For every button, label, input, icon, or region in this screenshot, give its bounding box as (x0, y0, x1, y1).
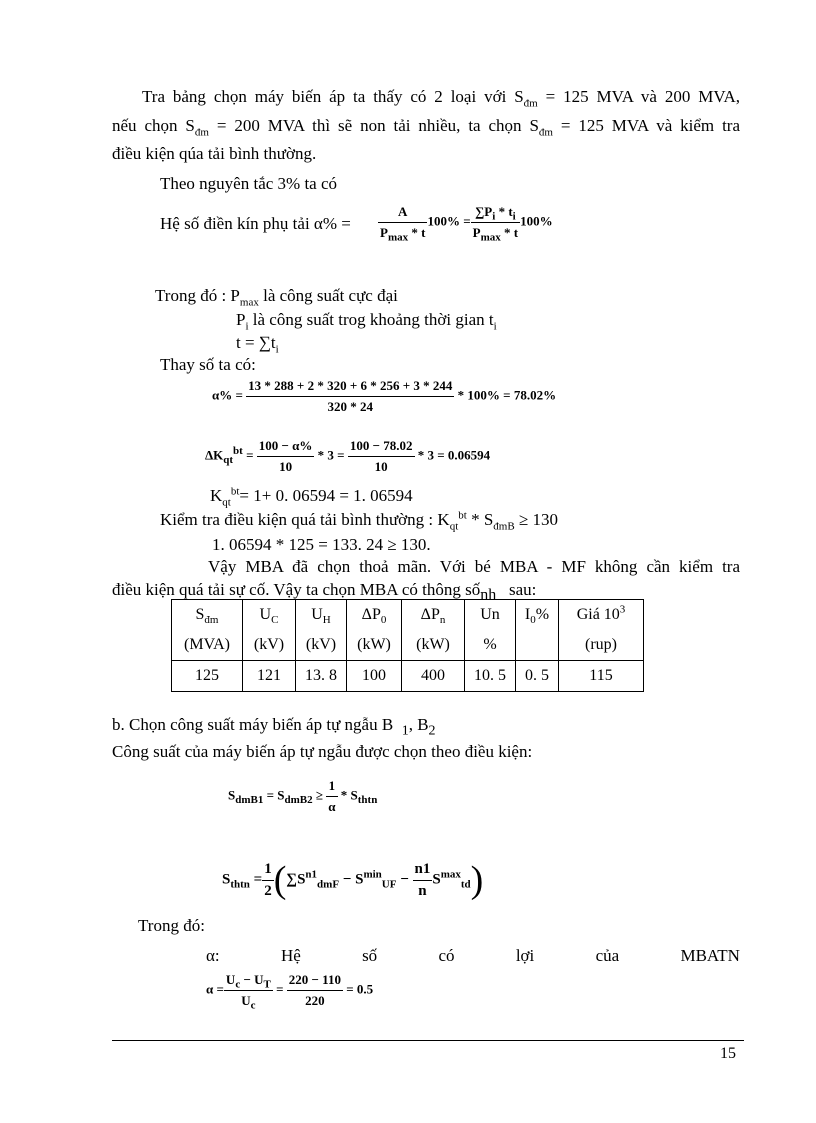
table-cell: (MVA) (172, 630, 243, 661)
table-cell: 115 (559, 661, 644, 692)
table-cell: $\Delta P_0$ (347, 600, 402, 631)
table-cell: (rup) (559, 630, 644, 661)
fraction: $\frac{U_c - U_T}{U_c}$ (225, 972, 271, 1012)
conclusion-line1: Vậy MBA đã chọn thoả mãn. Với bé MBA - MF không cần kiểm tra (208, 557, 740, 576)
table-header-row (172, 630, 644, 661)
fraction: $\frac{A}{P_{max} * t}$ (380, 204, 426, 244)
table-cell: Un (465, 600, 516, 631)
table-cell: $\Delta P_n$ (402, 600, 465, 631)
fraction: $\frac{n1}{n}$ (414, 860, 431, 899)
para1-line1: Tra bảng chọn máy biến áp ta thấy có 2 loại với $S_{đm} = 125$ MVA và 200 MVA, (142, 87, 740, 110)
fraction: $\frac{100 - \alpha\%}{10}$ (258, 438, 313, 474)
table-cell: (kW) (347, 630, 402, 661)
section-b-heading: b. Chọn công suất máy biến áp tự ngẫu B $_1$, $B_2$ (112, 715, 436, 739)
transformer-spec-table (171, 599, 644, 692)
table-cell (516, 630, 559, 661)
footer-divider (112, 1040, 744, 1041)
para1-line3: điều kiện qúa tải bình thường. (112, 144, 317, 163)
table-cell: 13. 8 (296, 661, 347, 692)
table-cell: 125 (172, 661, 243, 692)
alpha-definition: α: Hệ số có lợi của MBATN (206, 946, 740, 965)
table-cell: (kV) (243, 630, 296, 661)
table-cell: $U_H$ (296, 600, 347, 631)
table-cell: (kV) (296, 630, 347, 661)
para1-line2: nếu chọn $S_{đm} = 200$ MVA thì sẽ non tải nhiều, ta chọn $S_{đm} = 125$ MVA và kiểm tra (112, 116, 740, 139)
auto-cond-text: Công suất của máy biến áp tự ngẫu được chọn theo điều kiện: (112, 742, 533, 761)
fill-coef-label: Hệ số điền kín phụ tải α% = (160, 214, 351, 233)
table-cell: 10. 5 (465, 661, 516, 692)
s-rated-equation: $S_{dmB1} = S_{dmB2}$ ≥ $\frac{1}{\alpha}$ * $S_{thtn}$ (228, 778, 378, 814)
table-cell: 0. 5 (516, 661, 559, 692)
table-cell: $S_{đm}$ (172, 600, 243, 631)
table-cell: (kW) (402, 630, 465, 661)
table-header-row (172, 600, 644, 631)
page-number: 15 (720, 1045, 736, 1062)
kqt-line: $K_{qt}^{bt}= 1+ 0$. 06594 = 1. 06594 (210, 485, 413, 509)
table-cell: 400 (402, 661, 465, 692)
table-cell: $U_C$ (243, 600, 296, 631)
fraction: $\frac{1}{2}$ (264, 860, 272, 899)
subst-text: Thay số ta có: (160, 355, 256, 374)
where2-text: Trong đó: (138, 916, 205, 935)
check-line: Kiểm tra điều kiện quá tải bình thường : $K_{qt}^{bt} * S_{đmB} \ge 130$ (160, 509, 559, 533)
conclusion-line2: điều kiện quá tải sự cố. Vậy ta chọn MBA có thông số$_{nh}$ sau: (112, 580, 537, 604)
table-cell: 100 (347, 661, 402, 692)
alpha-equation: α% = $\frac{13 * 288 + 2 * 320 + 6 * 256 + 3 * 244}{320 * 24}$ * 100% = 78.02% (212, 378, 557, 414)
where-line1: Trong đó : $P_{max}$ là công suất cực đại (155, 286, 398, 309)
delta-k-equation: $\Delta K_{qt}^{bt}$ = $\frac{100 - \alpha\%}{10}$ * 3 = $\frac{100 - 78.02}{10}$ * 3 = 0.06594 (205, 438, 491, 474)
rule-text: Theo nguyên tắc 3% ta có (160, 174, 338, 193)
s-thtn-equation: $S_{thtn}$ = $\frac{1}{2}$ ($\sum S^{n1}_{dmF} - S^{min}_{UF}$ − $\frac{n1}{n}$ $S^{max}_{td}$) (222, 859, 484, 901)
fraction: $\frac{220 - 110}{220}$ (288, 972, 341, 1008)
where-line2: $P_i$ là công suất trog khoảng thời gian $t_i$ (236, 310, 497, 333)
table-cell: % (465, 630, 516, 661)
calc-line: 1. 06594 * 125 = 133. 24 ≥ 130. (212, 535, 431, 554)
fraction: $\frac{13 * 288 + 2 * 320 + 6 * 256 + 3 * 244}{320 * 24}$ (248, 378, 453, 414)
table-cell: $I_0\%$ (516, 600, 559, 631)
table-cell: Giá $10^3$ (559, 600, 644, 631)
table-row (172, 661, 644, 692)
where-line3: $t = \sum t_i$ (236, 333, 279, 356)
fraction: $\frac{1}{\alpha}$ (328, 778, 336, 814)
table-cell: 121 (243, 661, 296, 692)
fill-coef-formula: $\frac{A}{P_{max} * t}$ 100% = $\frac{\sum P_i * t_i}{P_{max} * t}$ 100% (380, 204, 553, 244)
fraction: $\frac{\sum P_i * t_i}{P_{max} * t}$ (472, 204, 519, 244)
fraction: $\frac{100 - 78.02}{10}$ (349, 438, 413, 474)
alpha-value-equation: α = $\frac{U_c - U_T}{U_c}$ = $\frac{220 - 110}{220}$ = 0.5 (206, 972, 374, 1012)
